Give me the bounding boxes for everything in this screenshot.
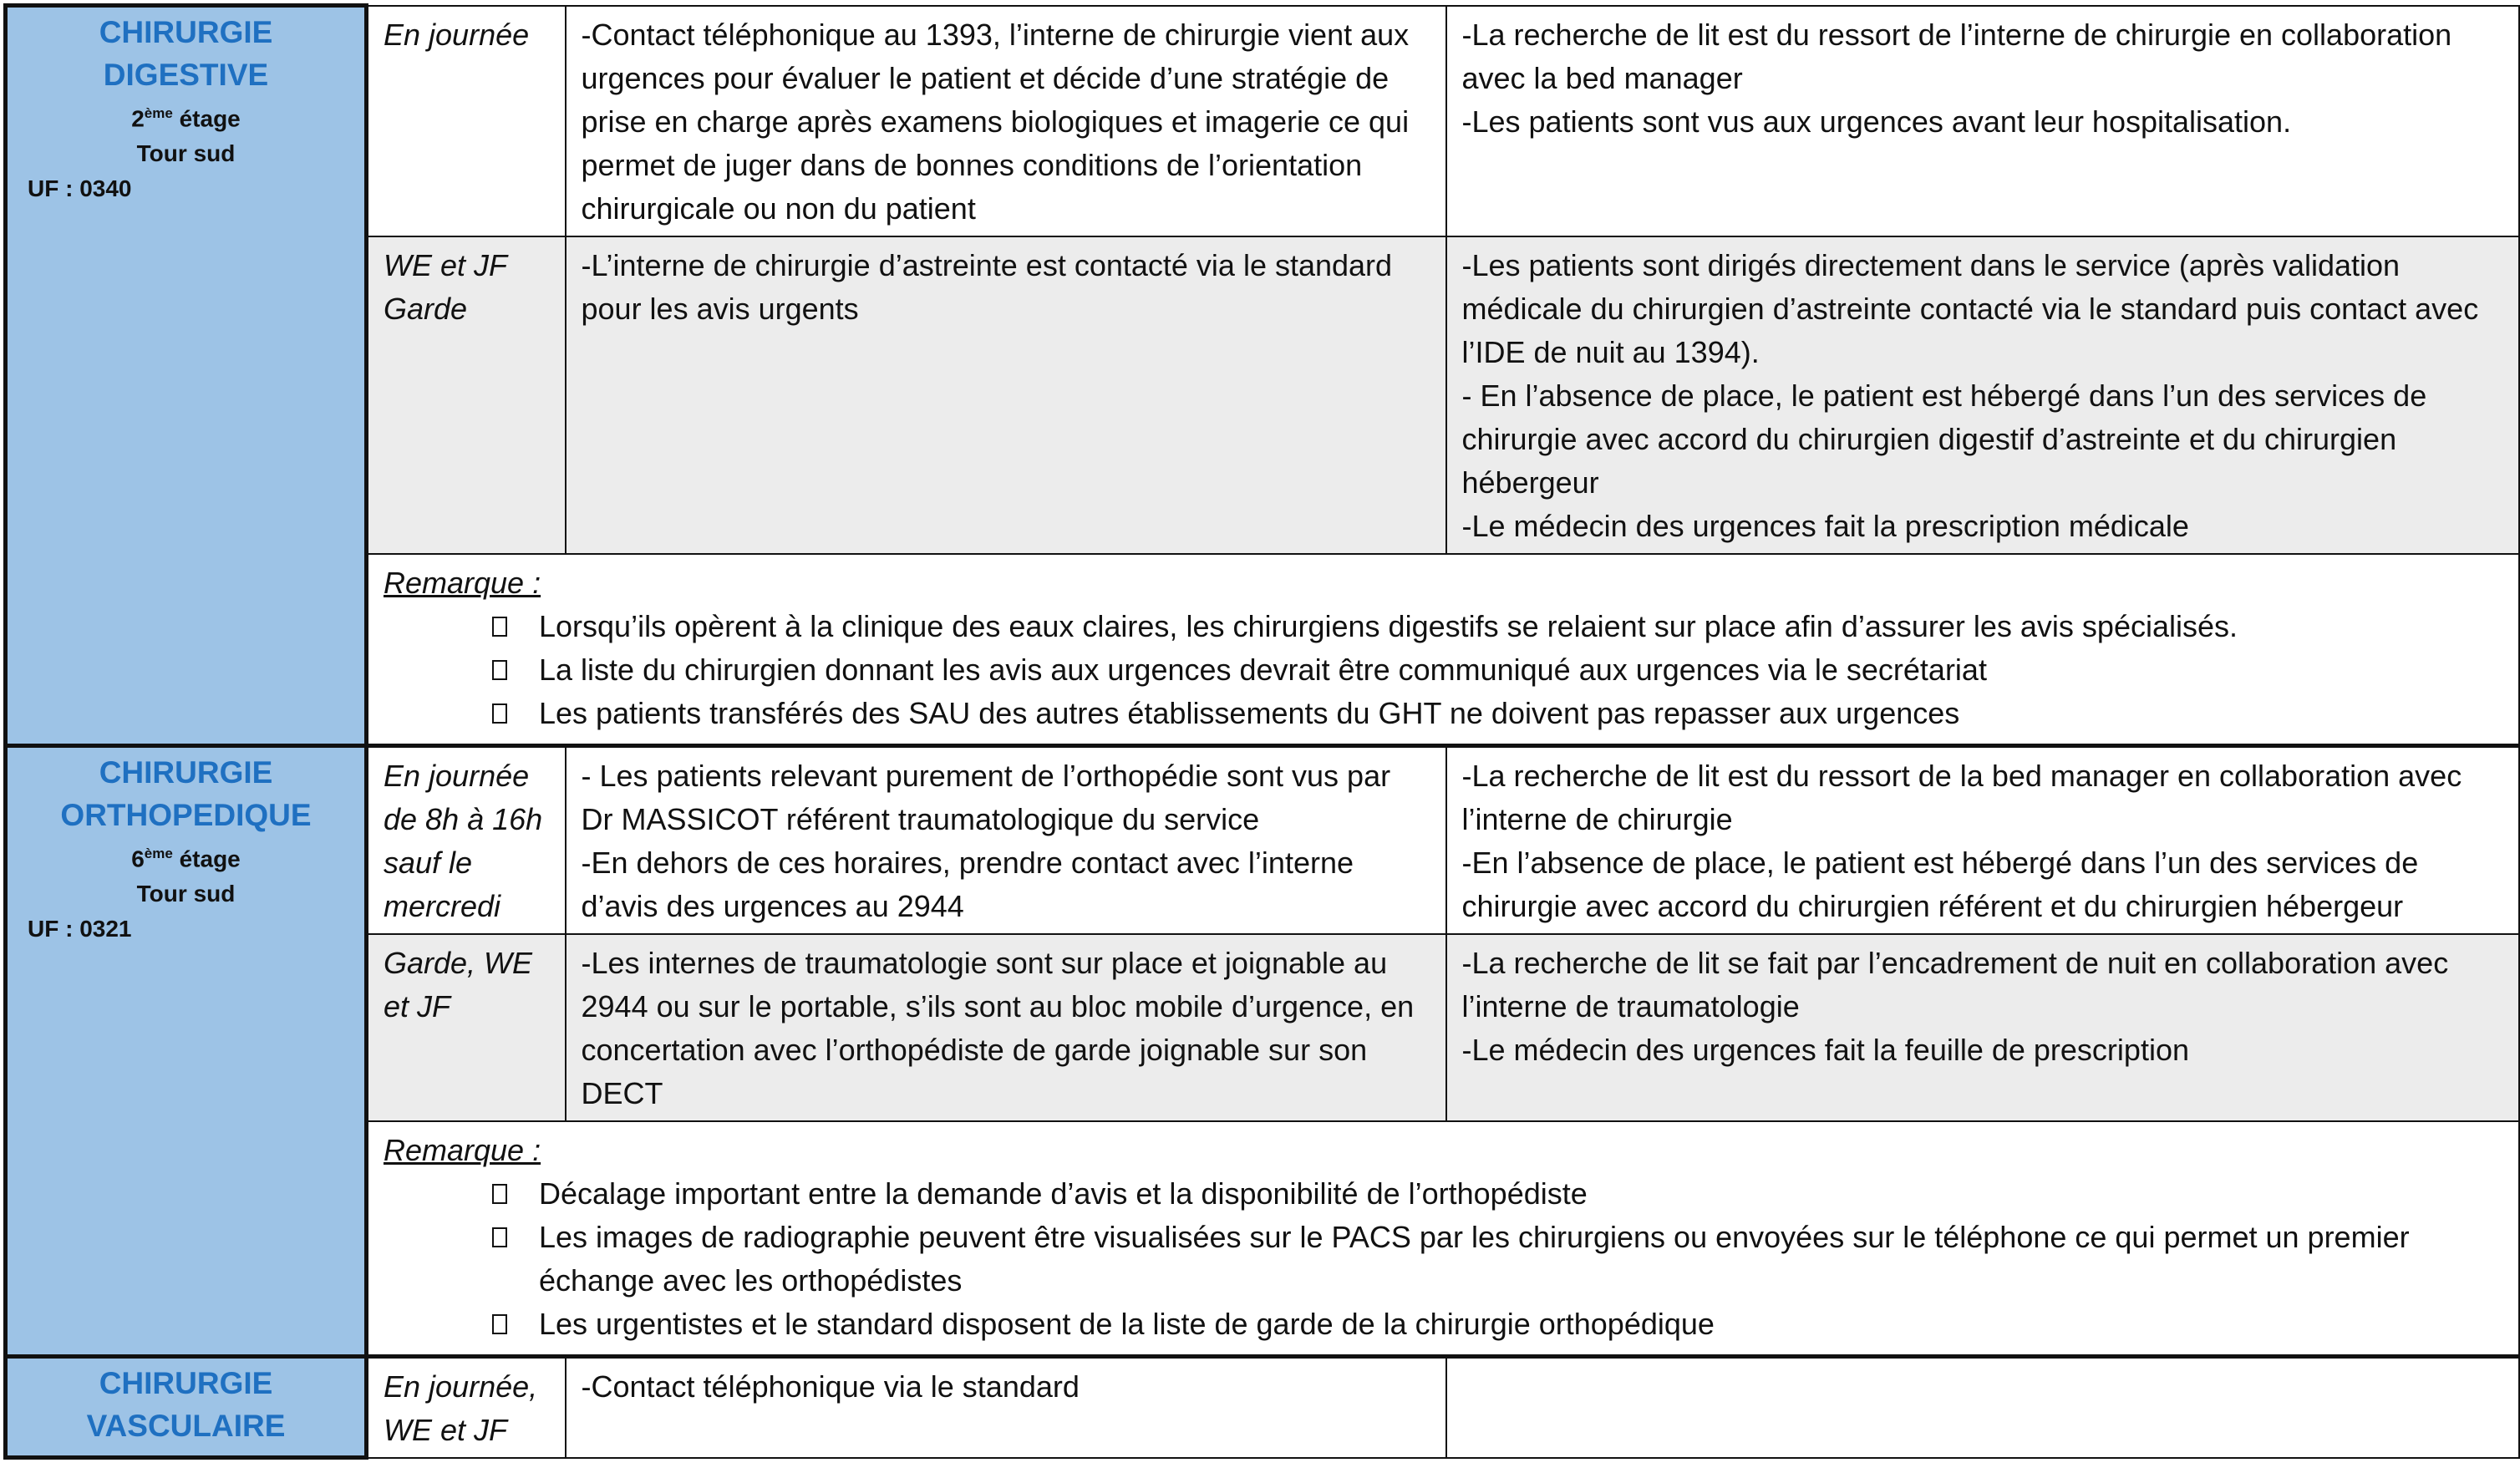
service-name: ORTHOPEDIQUE (60, 797, 312, 832)
remark-item (484, 1216, 2503, 1303)
procedure-cell (1446, 934, 2519, 1121)
time-cell (367, 1356, 566, 1458)
time-text: mercredi (384, 888, 501, 923)
remark-row (6, 554, 2519, 746)
time-text: Garde, WE (384, 945, 533, 980)
service-name-cell (6, 745, 367, 1356)
service-tower: Tour sud (136, 880, 236, 907)
remark-title: Remarque : (384, 565, 541, 600)
checkbox-icon (492, 1227, 507, 1247)
contact-cell (566, 236, 1446, 554)
remark-row (6, 1121, 2519, 1357)
remark-item (484, 648, 2503, 692)
checkbox-icon (492, 703, 507, 724)
procedure-text: -La recherche de lit est du ressort de la bed manager en collaboration avec l’interne de chirurgie (1461, 758, 2462, 836)
time-text: WE et JF (384, 247, 508, 282)
service-name-cell (6, 1356, 367, 1458)
time-text: Garde (384, 291, 468, 326)
contact-cell (566, 6, 1446, 236)
service-uf: UF : 0340 (28, 175, 132, 202)
contact-text: -L’interne de chirurgie d’astreinte est contacté via le standard pour les avis urgents (581, 247, 1393, 326)
service-name: VASCULAIRE (86, 1408, 286, 1443)
procedure-text: -En l’absence de place, le patient est hébergé dans l’un des services de chirurgie avec accord du chirurgien référent et du chirurgien hébergeur (1461, 845, 2419, 923)
service-row (6, 6, 2519, 236)
remark-text: Lorsqu’ils opèrent à la clinique des eaux claires, les chirurgiens digestifs se relaient sur place afin d’assurer les avis spécialisés. (539, 608, 2238, 643)
remark-list (384, 605, 2503, 735)
service-name-cell (6, 6, 367, 746)
remark-text: Les urgentistes et le standard disposent de la liste de garde de la chirurgie orthopédique (539, 1306, 1715, 1341)
service-row (6, 934, 2519, 1121)
time-text: En journée (384, 17, 530, 52)
contact-text: -En dehors de ces horaires, prendre contact avec l’interne d’avis des urgences au 2944 (581, 845, 1354, 923)
procedure-text: -Les patients sont vus aux urgences avant leur hospitalisation. (1461, 104, 2292, 139)
procedure-text: -Le médecin des urgences fait la feuille de prescription (1461, 1032, 2189, 1067)
remark-item (484, 605, 2503, 648)
time-text: WE et JF (384, 1412, 508, 1447)
remark-item (484, 692, 2503, 735)
service-name: DIGESTIVE (103, 58, 269, 92)
procedure-cell (1446, 236, 2519, 554)
time-cell (367, 745, 566, 934)
remark-text: La liste du chirurgien donnant les avis aux urgences devrait être communiqué aux urgences via le secrétariat (539, 652, 1987, 687)
remark-item (484, 1172, 2503, 1216)
service-name: CHIRURGIE (99, 15, 273, 49)
service-uf: UF : 0321 (28, 915, 132, 942)
contact-text: -Contact téléphonique au 1393, l’interne de chirurgie vient aux urgences pour évaluer le patient et décide d’une stratégie de prise en charge après examens biologiques et imagerie ce qui permet de juger dans de bonnes conditions de l’orientation chirurgicale ou non du patient (581, 17, 1410, 226)
procedure-cell (1446, 6, 2519, 236)
time-text: En journée (384, 758, 530, 793)
checkbox-icon (492, 660, 507, 680)
checkbox-icon (492, 1184, 507, 1204)
remark-cell (367, 1121, 2519, 1357)
contact-text: - Les patients relevant purement de l’orthopédie sont vus par Dr MASSICOT référent traumatologique du service (581, 758, 1391, 836)
service-table-body (6, 6, 2519, 1458)
remark-text: Les patients transférés des SAU des autres établissements du GHT ne doivent pas repasser aux urgences (539, 695, 1960, 730)
contact-cell (566, 934, 1446, 1121)
service-tower: Tour sud (136, 140, 236, 167)
service-row (6, 1356, 2519, 1458)
remark-cell (367, 554, 2519, 746)
service-table (3, 3, 2520, 1460)
service-floor: 2ème étage (131, 105, 241, 132)
procedure-cell (1446, 745, 2519, 934)
service-floor: 6ème étage (131, 845, 241, 871)
time-cell (367, 236, 566, 554)
procedure-text: - En l’absence de place, le patient est hébergé dans l’un des services de chirurgie avec accord du chirurgien digestif d’astreinte et du chirurgien hébergeur (1461, 378, 2427, 500)
service-row (6, 236, 2519, 554)
contact-text: -Contact téléphonique via le standard (581, 1369, 1080, 1404)
procedure-text: -Le médecin des urgences fait la prescription médicale (1461, 508, 2189, 543)
remark-text: Décalage important entre la demande d’avis et la disponibilité de l’orthopédiste (539, 1176, 1588, 1211)
procedure-text: -La recherche de lit est du ressort de l’interne de chirurgie en collaboration avec la bed manager (1461, 17, 2452, 95)
time-text: En journée, (384, 1369, 538, 1404)
remark-text: Les images de radiographie peuvent être visualisées sur le PACS par les chirurgiens ou envoyées sur le téléphone ce qui permet un premier échange avec les orthopédistes (539, 1219, 2410, 1298)
time-text: sauf le (384, 845, 473, 880)
time-cell (367, 934, 566, 1121)
service-name: CHIRURGIE (99, 1365, 273, 1400)
time-text: de 8h à 16h (384, 801, 543, 836)
remark-item (484, 1303, 2503, 1346)
procedure-cell (1446, 1356, 2519, 1458)
checkbox-icon (492, 617, 507, 637)
contact-text: -Les internes de traumatologie sont sur place et joignable au 2944 ou sur le portable, s’ils sont au bloc mobile d’urgence, en concertation avec l’orthopédiste de garde joignable sur son DECT (581, 945, 1415, 1110)
procedure-text: -La recherche de lit se fait par l’encadrement de nuit en collaboration avec l’interne de traumatologie (1461, 945, 2449, 1023)
service-name: CHIRURGIE (99, 754, 273, 790)
contact-cell (566, 1356, 1446, 1458)
time-cell (367, 6, 566, 236)
remark-title: Remarque : (384, 1132, 541, 1167)
service-row (6, 745, 2519, 934)
time-text: et JF (384, 988, 451, 1023)
remark-list (384, 1172, 2503, 1346)
contact-cell (566, 745, 1446, 934)
checkbox-icon (492, 1314, 507, 1334)
procedure-text: -Les patients sont dirigés directement dans le service (après validation médicale du chirurgien d’astreinte contacté via le standard puis contact avec l’IDE de nuit au 1394). (1461, 247, 2479, 369)
